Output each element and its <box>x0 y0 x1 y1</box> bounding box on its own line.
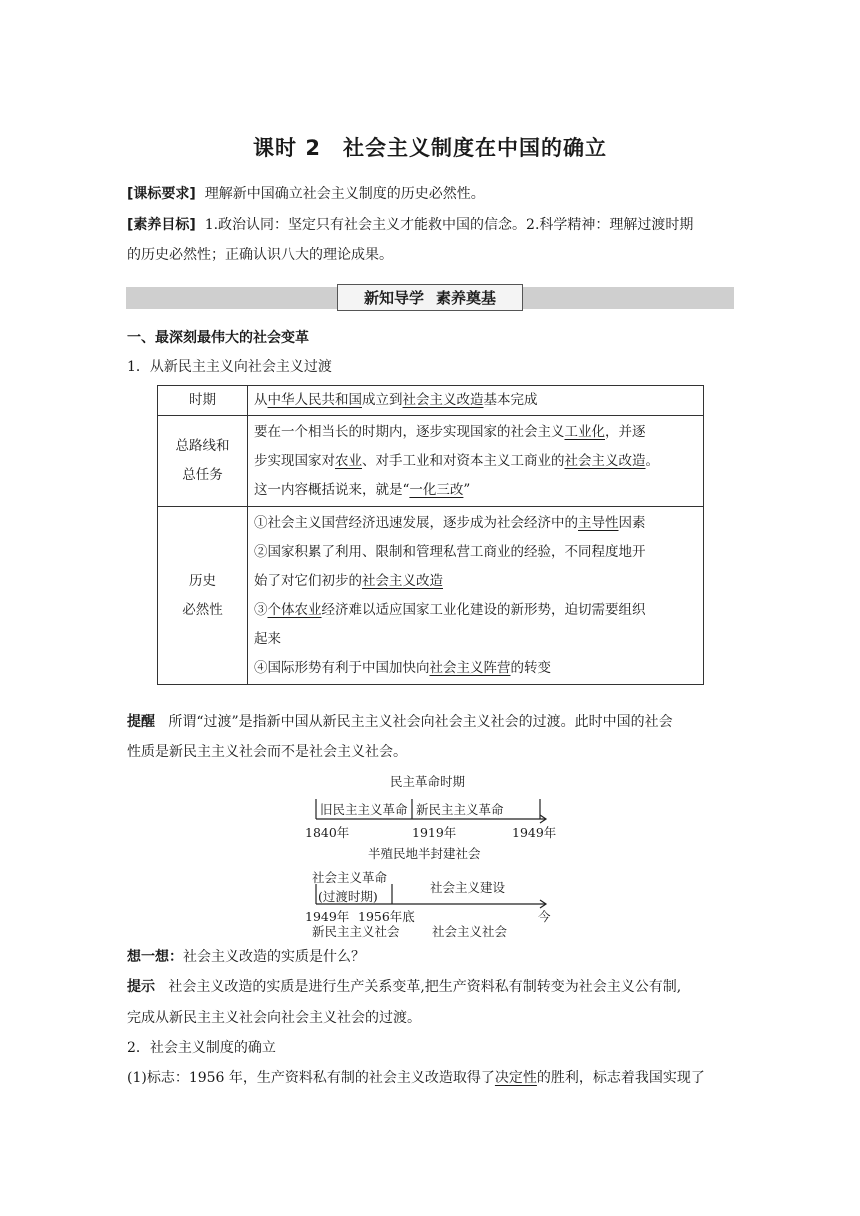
row-content-period: 从中华人民共和国成立到社会主义改造基本完成 <box>248 386 704 416</box>
page-title: 课时 2 社会主义制度在中国的确立 <box>253 136 607 160</box>
section-heading: 一、最深刻最伟大的社会变革 <box>127 330 309 346</box>
hint <box>127 973 742 1001</box>
hint-label: 提示 <box>127 979 155 995</box>
row-label-necessity: 历史 必然性 <box>158 507 248 685</box>
section-banner <box>337 284 523 311</box>
banner-left: 新知导学 <box>363 289 424 307</box>
table-row <box>158 416 704 507</box>
timeline1-year2: 1919年 <box>412 825 457 840</box>
timeline2-year1: 1949年 <box>305 909 350 924</box>
row-label-period: 时期 <box>158 386 248 416</box>
timeline2-year2: 1956年底 <box>358 909 415 924</box>
item-2: 2．社会主义制度的确立 <box>127 1040 276 1056</box>
timeline2-year3: 今 <box>538 909 551 924</box>
timeline2-seg2: 社会主义建设 <box>430 880 506 895</box>
think-label: 想一想： <box>127 949 183 965</box>
hint-line1: 社会主义改造的实质是进行生产关系变革,把生产资料私有制转变为社会主义公有制, <box>168 979 682 995</box>
row-content-general-line: 要在一个相当长的时期内，逐步实现国家的社会主义工业化，并逐 步实现国家对农业、对手工业和对资本主义工商业的社会主义改造。 这一内容概括说来，就是“一化三改” <box>248 416 704 507</box>
timeline1-top-label: 民主革命时期 <box>390 774 466 789</box>
goals-line2: 的历史必然性；正确认识八大的理论成果。 <box>127 247 393 263</box>
tip-line2: 性质是新民主主义社会而不是社会主义社会。 <box>127 744 407 760</box>
timeline2-axis <box>300 880 560 910</box>
tip-label: 提醒 <box>127 714 155 730</box>
goals-label: [素养目标] <box>127 217 196 233</box>
tip-line1: 所谓“过渡”是指新中国从新民主主义社会向社会主义社会的过渡。此时中国的社会 <box>168 714 673 730</box>
item-1: 1．从新民主主义向社会主义过渡 <box>127 359 332 375</box>
item-2-1: (1)标志：1956 年，生产资料私有制的社会主义改造取得了决定性的胜利，标志着我国实现了 <box>127 1070 705 1086</box>
think <box>127 943 365 971</box>
table-row <box>158 507 704 685</box>
row-content-necessity: ①社会主义国营经济迅速发展，逐步成为社会经济中的主导性因素 ②国家积累了利用、限制和管理私营工商业的经验，不同程度地开 始了对它们初步的社会主义改造 ③个体农业经济难以适应国家工业化建设的新形势，迫切需要组织 起来 ④国际形势有利于中国加快向社会主义阵营的转变 <box>248 507 704 685</box>
think-text: 社会主义改造的实质是什么？ <box>183 949 365 965</box>
timeline2-bottom1: 新民主主义社会 <box>312 924 400 939</box>
requirements-text: 理解新中国确立社会主义制度的历史必然性。 <box>204 186 485 202</box>
timeline1-bottom-label: 半殖民地半封建社会 <box>368 846 481 861</box>
timeline2-seg1a: 社会主义革命 <box>312 870 388 885</box>
tip <box>127 708 742 736</box>
requirements-label: [课标要求] <box>127 186 196 202</box>
banner-right: 素养奠基 <box>436 289 497 307</box>
timeline1-seg1: 旧民主主义革命 <box>320 802 408 817</box>
transition-table <box>157 385 704 685</box>
table-row <box>158 386 704 416</box>
goals-line1: 1.政治认同：坚定只有社会主义才能救中国的信念。2.科学精神：理解过渡时期 <box>204 217 694 233</box>
timeline1-year1: 1840年 <box>305 825 350 840</box>
timeline1-seg2: 新民主主义革命 <box>416 802 504 817</box>
timeline2-bottom2: 社会主义社会 <box>432 924 508 939</box>
requirements <box>127 180 485 208</box>
goals <box>127 211 737 239</box>
timeline2-seg1b: (过渡时期) <box>318 889 378 904</box>
hint-line2: 完成从新民主主义社会向社会主义社会的过渡。 <box>127 1010 421 1026</box>
row-label-general-line: 总路线和 总任务 <box>158 416 248 507</box>
timeline1-year3: 1949年 <box>512 825 557 840</box>
